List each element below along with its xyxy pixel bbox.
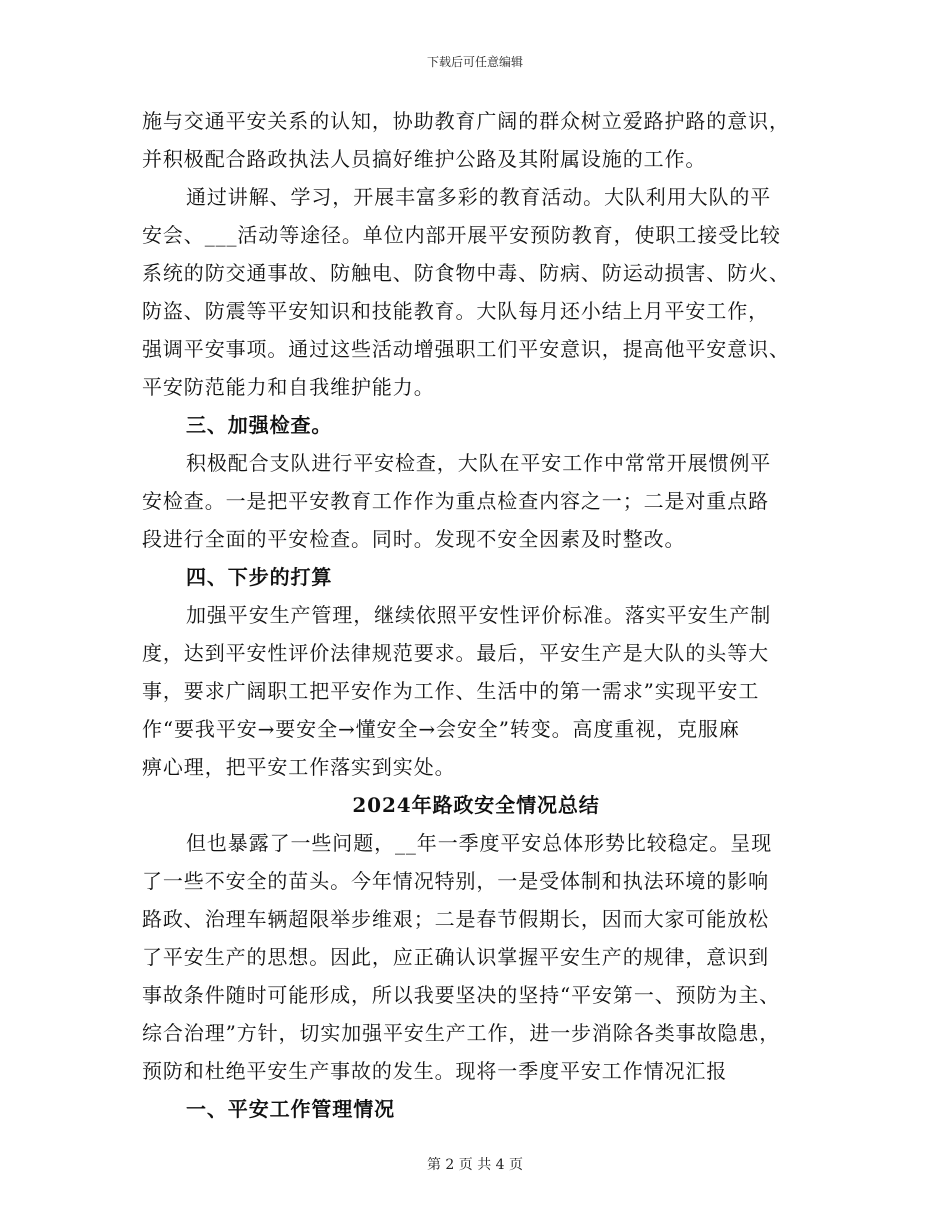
- section-heading-inspection: 三、加强检查。: [186, 413, 333, 437]
- body-line: 安会、___活动等途径。单位内部开展平安预防教育，使职工接受比较: [142, 223, 781, 247]
- document-body: [142, 102, 810, 1128]
- body-line: 综合治理”方针，切实加强平安生产工作，进一步消除各类事故隐患，: [142, 1021, 781, 1045]
- body-line: 系统的防交通事故、防触电、防食物中毒、防病、防运动损害、防火、: [142, 261, 790, 285]
- body-line: 事，要求广阔职工把平安作为工作、生活中的第一需求”实现平安工: [142, 679, 760, 703]
- body-line: 安检查。一是把平安教育工作作为重点检查内容之一；二是对重点路: [142, 489, 769, 513]
- body-line: 并积极配合路政执法人员搞好维护公路及其附属设施的工作。: [142, 147, 707, 171]
- body-line: 度，达到平安性评价法律规范要求。最后，平安生产是大队的头等大: [142, 641, 769, 665]
- body-line: 强调平安事项。通过这些活动增强职工们平安意识，提高他平安意识、: [142, 337, 790, 361]
- body-line: 预防和杜绝平安生产事故的发生。现将一季度平安工作情况汇报: [142, 1059, 728, 1083]
- paragraph-start-line: 加强平安生产管理，继续依照平安性评价标准。落实平安生产制: [186, 603, 772, 627]
- body-line: 防盗、防震等平安知识和技能教育。大队每月还小结上月平安工作，: [142, 299, 769, 323]
- page-header: 下载后可任意编辑: [426, 55, 523, 69]
- body-line: 了一些不安全的苗头。今年情况特别，一是受体制和执法环境的影响: [142, 869, 769, 893]
- section-heading-next-steps: 四、下步的打算: [186, 565, 333, 589]
- body-line: 段进行全面的平安检查。同时。发现不安全因素及时整改。: [142, 527, 686, 551]
- body-line: 施与交通平安关系的认知，协助教育广阔的群众树立爱路护路的意识，: [142, 109, 790, 133]
- body-line: 作“要我平安→要安全→懂安全→会安全”转变。高度重视，克服麻: [142, 717, 740, 741]
- paragraph-start-line: 但也暴露了一些问题，__年一季度平安总体形势比较稳定。呈现: [186, 831, 773, 855]
- document-title: 2024年路政安全情况总结: [352, 793, 600, 817]
- paragraph-start-line: 通过讲解、学习，开展丰富多彩的教育活动。大队利用大队的平: [186, 185, 772, 209]
- body-line: 路政、治理车辆超限举步维艰；二是春节假期长，因而大家可能放松: [142, 907, 769, 931]
- page-footer: 第 2 页 共 4 页: [426, 1157, 524, 1173]
- section-heading-management: 一、平安工作管理情况: [186, 1097, 395, 1121]
- body-line: 事故条件随时可能形成，所以我要坚决的坚持“平安第一、预防为主、: [142, 983, 781, 1007]
- body-line: 平安防范能力和自我维护能力。: [142, 375, 435, 399]
- body-line: 痹心理，把平安工作落实到实处。: [142, 755, 456, 779]
- paragraph-start-line: 积极配合支队进行平安检查，大队在平安工作中常常开展惯例平: [186, 451, 772, 475]
- body-line: 了平安生产的思想。因此，应正确认识掌握平安生产的规律，意识到: [142, 945, 769, 969]
